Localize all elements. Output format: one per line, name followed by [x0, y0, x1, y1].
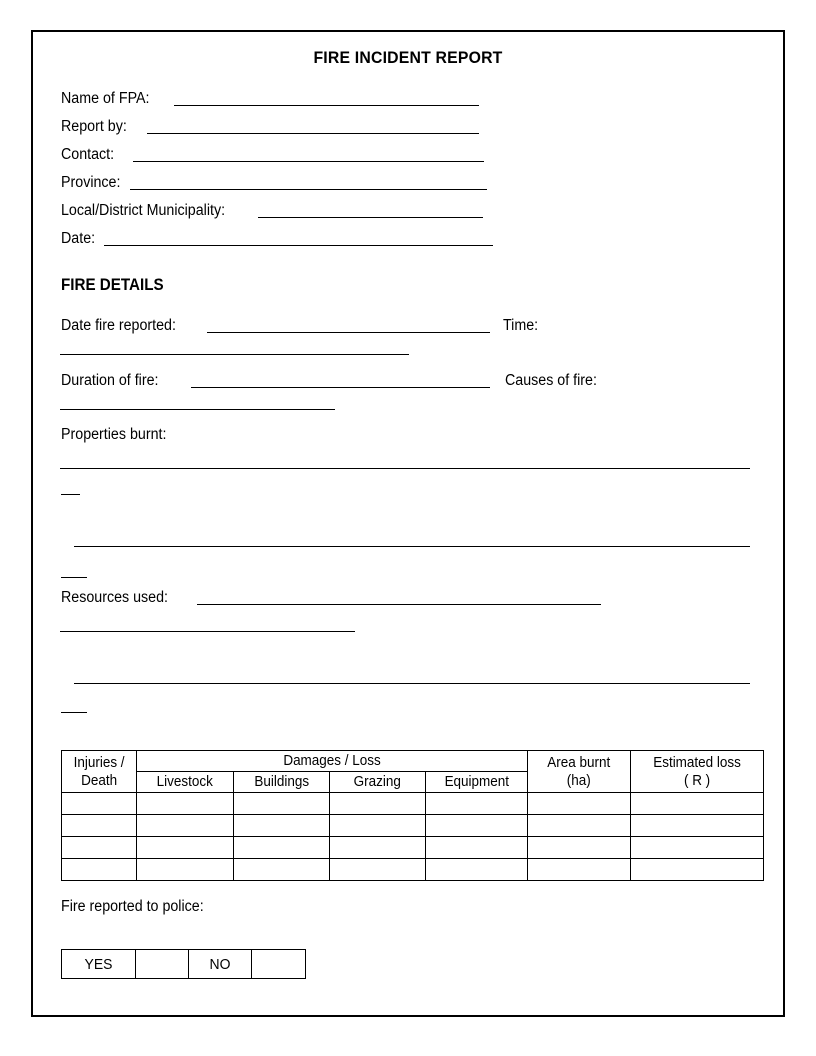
- label-province: Province:: [61, 174, 121, 191]
- th-injuries-death-line1: Injuries /: [73, 754, 125, 771]
- cell-livestock[interactable]: [137, 815, 234, 837]
- cell-area-burnt[interactable]: [528, 793, 631, 815]
- section-heading-fire-details: FIRE DETAILS: [61, 276, 164, 294]
- field-line-report-by[interactable]: [147, 133, 479, 134]
- cell-injuries-death[interactable]: [62, 815, 137, 837]
- label-date: Date:: [61, 230, 96, 247]
- field-line-resources-used-2[interactable]: [60, 631, 355, 632]
- field-line-local-district-municipality[interactable]: [258, 217, 483, 218]
- yes-label: YES: [84, 955, 113, 973]
- cell-injuries-death[interactable]: [62, 793, 137, 815]
- label-properties-burnt: Properties burnt:: [61, 426, 167, 443]
- field-line-properties-burnt-1[interactable]: [60, 468, 750, 469]
- th-estimated-loss-line2: ( R ): [683, 772, 711, 789]
- cell-equipment[interactable]: [425, 837, 528, 859]
- page-title: FIRE INCIDENT REPORT: [313, 48, 503, 67]
- label-resources-used: Resources used:: [61, 589, 169, 606]
- cell-grazing[interactable]: [330, 837, 425, 859]
- cell-equipment[interactable]: [425, 793, 528, 815]
- field-line-causes-of-fire[interactable]: [60, 409, 335, 410]
- field-line-properties-burnt-2[interactable]: [61, 494, 80, 495]
- label-causes-of-fire: Causes of fire:: [505, 372, 597, 389]
- cell-buildings[interactable]: [233, 815, 330, 837]
- damages-loss-table: [61, 750, 764, 881]
- cell-livestock[interactable]: [137, 859, 234, 881]
- field-line-resources-used-1[interactable]: [197, 604, 601, 605]
- th-livestock: Livestock: [137, 772, 234, 793]
- label-report-by: Report by:: [61, 118, 127, 135]
- label-contact: Contact:: [61, 146, 115, 163]
- table-row: [62, 859, 764, 881]
- cell-buildings[interactable]: [233, 837, 330, 859]
- field-line-date[interactable]: [104, 245, 493, 246]
- th-injuries-death: [62, 751, 137, 793]
- damages-table-body: [62, 793, 764, 881]
- table-header-row-1: [62, 751, 764, 772]
- table-row: [62, 815, 764, 837]
- police-yes-no-table: [61, 949, 306, 979]
- cell-estimated-loss[interactable]: [630, 815, 763, 837]
- field-line-duration-of-fire[interactable]: [191, 387, 490, 388]
- field-line-contact[interactable]: [133, 161, 484, 162]
- table-row: [62, 793, 764, 815]
- label-time: Time:: [503, 317, 539, 334]
- field-line-resources-used-3[interactable]: [74, 683, 750, 684]
- cell-injuries-death[interactable]: [62, 837, 137, 859]
- th-area-burnt-line1: Area burnt: [547, 754, 611, 771]
- cell-area-burnt[interactable]: [528, 837, 631, 859]
- th-estimated-loss-line1: Estimated loss: [653, 754, 741, 771]
- cell-equipment[interactable]: [425, 859, 528, 881]
- table-row: [62, 837, 764, 859]
- th-area-burnt-line2: (ha): [567, 772, 592, 789]
- th-estimated-loss: [630, 751, 763, 793]
- label-fire-reported-to-police: Fire reported to police:: [61, 898, 204, 915]
- cell-grazing[interactable]: [330, 815, 425, 837]
- yes-answer-cell[interactable]: [136, 950, 189, 979]
- field-line-properties-burnt-4[interactable]: [61, 577, 87, 578]
- cell-area-burnt[interactable]: [528, 815, 631, 837]
- cell-buildings[interactable]: [233, 793, 330, 815]
- field-line-name-of-fpa[interactable]: [174, 105, 479, 106]
- th-damages-loss: Damages / Loss: [137, 751, 528, 772]
- field-line-province[interactable]: [130, 189, 487, 190]
- cell-livestock[interactable]: [137, 793, 234, 815]
- cell-grazing[interactable]: [330, 793, 425, 815]
- cell-injuries-death[interactable]: [62, 859, 137, 881]
- th-injuries-death-line2: Death: [81, 772, 118, 789]
- yes-no-row: [62, 950, 306, 979]
- field-line-properties-burnt-3[interactable]: [74, 546, 750, 547]
- th-grazing: Grazing: [330, 772, 425, 793]
- label-duration-of-fire: Duration of fire:: [61, 372, 159, 389]
- yes-label-cell: [62, 950, 136, 979]
- no-label: NO: [209, 955, 231, 973]
- field-line-time[interactable]: [60, 354, 409, 355]
- no-label-cell: [189, 950, 252, 979]
- field-line-date-fire-reported[interactable]: [207, 332, 490, 333]
- cell-estimated-loss[interactable]: [630, 859, 763, 881]
- cell-estimated-loss[interactable]: [630, 837, 763, 859]
- label-date-fire-reported: Date fire reported:: [61, 317, 176, 334]
- label-name-of-fpa: Name of FPA:: [61, 90, 150, 107]
- th-buildings: Buildings: [233, 772, 330, 793]
- th-area-burnt: [528, 751, 631, 793]
- cell-estimated-loss[interactable]: [630, 793, 763, 815]
- cell-grazing[interactable]: [330, 859, 425, 881]
- th-equipment: Equipment: [425, 772, 528, 793]
- cell-equipment[interactable]: [425, 815, 528, 837]
- label-local-district-municipality: Local/District Municipality:: [61, 202, 226, 219]
- no-answer-cell[interactable]: [252, 950, 306, 979]
- field-line-resources-used-4[interactable]: [61, 712, 87, 713]
- cell-area-burnt[interactable]: [528, 859, 631, 881]
- cell-livestock[interactable]: [137, 837, 234, 859]
- cell-buildings[interactable]: [233, 859, 330, 881]
